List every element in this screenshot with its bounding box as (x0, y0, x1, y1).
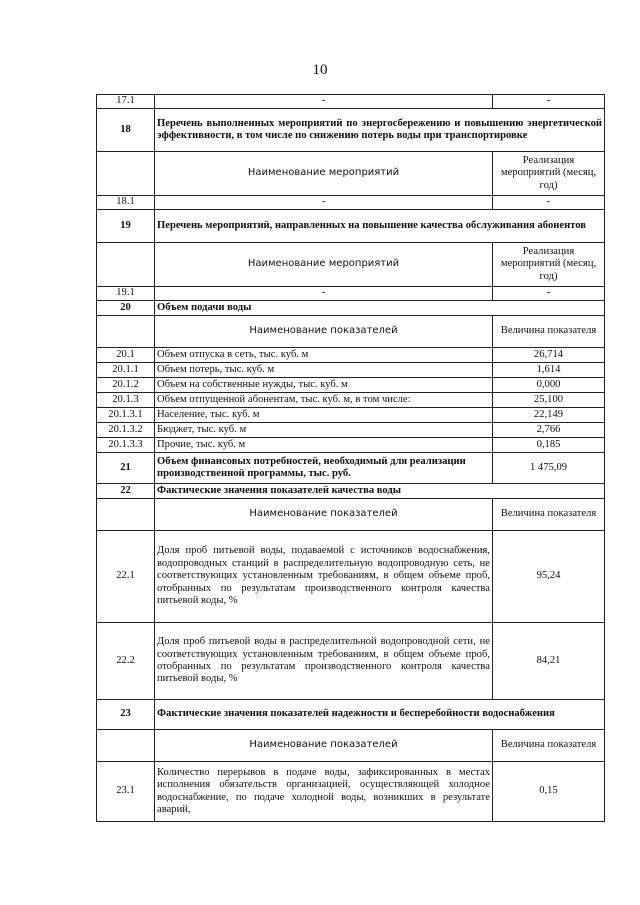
page-number: 10 (312, 62, 328, 78)
column-header-value: Величина показателя (493, 316, 605, 348)
column-header-row (97, 316, 605, 348)
empty-cell (97, 499, 155, 531)
section-number: 22 (97, 484, 155, 499)
column-header-row (97, 730, 605, 762)
row-description: Доля проб питьевой воды, подаваемой с источников водоснабжения, водопроводных станций в распределительную водопроводную сеть, не соответствующих установленным требованиям, в общем объеме проб, отобранных по результатам производственного контроля качества питьевой воды, % (155, 531, 493, 623)
section-title: Фактические значения показателей надежности и бесперебойности водоснабжения (155, 700, 605, 730)
table-row (97, 408, 605, 423)
row-number: 22.2 (97, 623, 155, 700)
section-row (97, 484, 605, 499)
row-number: 20.1.3 (97, 393, 155, 408)
row-description: - (155, 196, 493, 210)
table-row (97, 623, 605, 700)
row-value: - (493, 196, 605, 210)
section-number: 20 (97, 301, 155, 316)
column-header-row (97, 243, 605, 287)
column-header-name: Наименование показателей (155, 730, 493, 762)
section-row (97, 700, 605, 730)
table-row (97, 762, 605, 822)
empty-cell (97, 316, 155, 348)
section-title: Объем подачи воды (155, 301, 605, 316)
row-description: Доля проб питьевой воды в распределительной водопроводной сети, не соответствующих установленным требованиям, в общем объеме проб, отобранных по результатам производственного контроля качества питьевой воды, % (155, 623, 493, 700)
column-header-name: Наименование мероприятий (155, 243, 493, 287)
column-header-row (97, 152, 605, 196)
row-value: 0,185 (493, 438, 605, 453)
row-number: 20.1.3.3 (97, 438, 155, 453)
row-value: 95,24 (493, 531, 605, 623)
column-header-value: Реализация мероприятий (месяц, год) (493, 152, 605, 196)
row-value: 1,614 (493, 363, 605, 378)
row-number: 17.1 (97, 95, 155, 109)
row-value: 84,21 (493, 623, 605, 700)
row-value: 22,149 (493, 408, 605, 423)
section-number: 21 (97, 453, 155, 484)
table-row (97, 363, 605, 378)
row-description: Объем на собственные нужды, тыс. куб. м (155, 378, 493, 393)
section-row (97, 453, 605, 484)
row-value: 2,766 (493, 423, 605, 438)
table-row (97, 95, 605, 109)
row-description: Прочие, тыс. куб. м (155, 438, 493, 453)
row-number: 23.1 (97, 762, 155, 822)
table-row (97, 423, 605, 438)
column-header-value: Величина показателя (493, 730, 605, 762)
row-value: 26,714 (493, 348, 605, 363)
column-header-value: Величина показателя (493, 499, 605, 531)
section-title: Перечень мероприятий, направленных на повышение качества обслуживания абонентов (155, 210, 605, 243)
row-number: 20.1.3.1 (97, 408, 155, 423)
section-row (97, 109, 605, 152)
empty-cell (97, 243, 155, 287)
row-value: 1 475,09 (493, 453, 605, 484)
column-header-name: Наименование показателей (155, 316, 493, 348)
section-title: Перечень выполненных мероприятий по энергосбережению и повышению энергетической эффективности, в том числе по снижению потерь воды при транспортировке (155, 109, 605, 152)
table-row (97, 287, 605, 301)
section-number: 18 (97, 109, 155, 152)
empty-cell (97, 152, 155, 196)
section-number: 19 (97, 210, 155, 243)
section-row (97, 301, 605, 316)
row-description: - (155, 95, 493, 109)
section-title: Объем финансовых потребностей, необходимый для реализации производственной программы, тыс. руб. (155, 453, 493, 484)
row-description: Население, тыс. куб. м (155, 408, 493, 423)
row-value: 25,100 (493, 393, 605, 408)
row-value: - (493, 95, 605, 109)
row-number: 19.1 (97, 287, 155, 301)
row-description: Объем потерь, тыс. куб. м (155, 363, 493, 378)
column-header-row (97, 499, 605, 531)
table-row (97, 196, 605, 210)
section-row (97, 210, 605, 243)
row-value: 0,000 (493, 378, 605, 393)
table-row (97, 531, 605, 623)
row-number: 20.1.3.2 (97, 423, 155, 438)
row-number: 20.1 (97, 348, 155, 363)
row-value: 0,15 (493, 762, 605, 822)
column-header-name: Наименование показателей (155, 499, 493, 531)
empty-cell (97, 730, 155, 762)
table-row (97, 378, 605, 393)
row-number: 20.1.2 (97, 378, 155, 393)
row-number: 22.1 (97, 531, 155, 623)
table-row (97, 393, 605, 408)
table-row (97, 348, 605, 363)
row-description: Количество перерывов в подаче воды, зафиксированных в местах исполнения обязательств организацией, осуществляющей холодное водоснабжение, по подаче холодной воды, возникших в результате аварий, (155, 762, 493, 822)
section-number: 23 (97, 700, 155, 730)
section-title: Фактические значения показателей качества воды (155, 484, 605, 499)
row-description: Объем отпуска в сеть, тыс. куб. м (155, 348, 493, 363)
row-description: Объем отпущенной абонентам, тыс. куб. м, в том числе: (155, 393, 493, 408)
row-description: Бюджет, тыс. куб. м (155, 423, 493, 438)
report-table (96, 94, 605, 822)
table-row (97, 438, 605, 453)
column-header-name: Наименование мероприятий (155, 152, 493, 196)
row-description: - (155, 287, 493, 301)
row-value: - (493, 287, 605, 301)
row-number: 18.1 (97, 196, 155, 210)
row-number: 20.1.1 (97, 363, 155, 378)
column-header-value: Реализация мероприятий (месяц, год) (493, 243, 605, 287)
